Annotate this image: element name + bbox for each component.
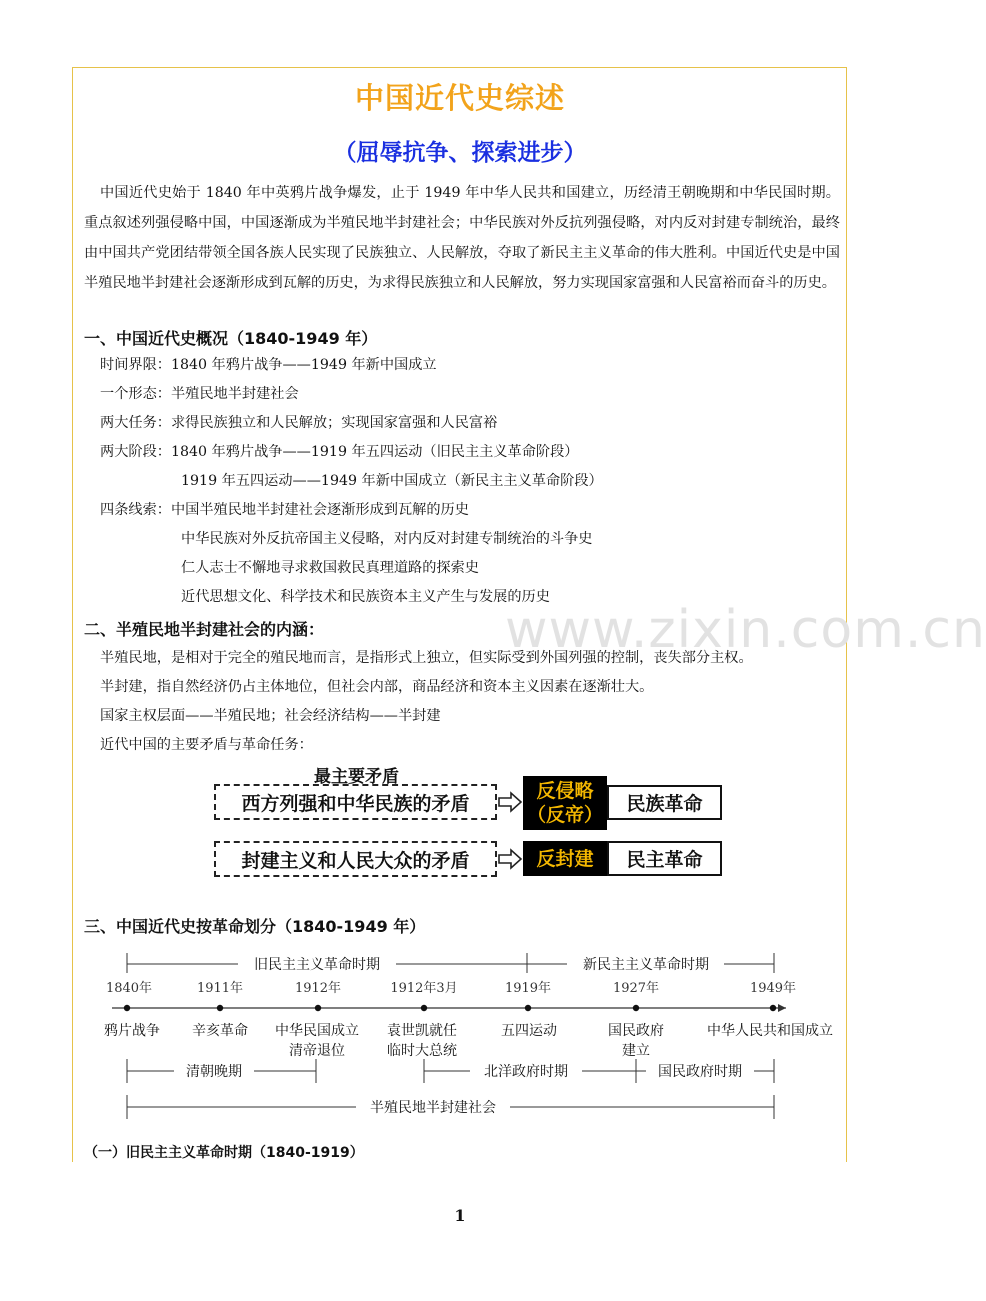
revolution-box-1: 民族革命 <box>607 785 722 820</box>
era-label: 清朝晚期 <box>186 1064 242 1080</box>
year-label: 1912年3月 <box>390 981 458 996</box>
task-label: 反封建 <box>536 847 594 870</box>
task-label-sub: （反帝） <box>526 804 603 826</box>
event-label: 临时大总统 <box>387 1043 457 1059</box>
year-label: 1949年 <box>749 981 797 996</box>
contradiction-box-1: 西方列强和中华民族的矛盾 <box>214 784 497 820</box>
overview-line: 近代思想文化、科学技术和民族资本主义产生与发展的历史 <box>181 589 550 605</box>
revolution-timeline <box>0 945 920 1130</box>
period-new-label: 新民主主义革命时期 <box>583 957 709 973</box>
page-title: 中国近代史综述 <box>354 81 565 115</box>
event-label: 五四运动 <box>501 1023 557 1039</box>
era-label: 半殖民地半封建社会 <box>370 1100 496 1116</box>
section-2-heading: 二、半殖民地半封建社会的内涵： <box>84 620 325 639</box>
event-label: 袁世凯就任 <box>387 1023 457 1039</box>
overview-line: 两大任务：求得民族独立和人民解放；实现国家富强和人民富裕 <box>100 415 498 431</box>
event-label: 辛亥革命 <box>192 1023 248 1039</box>
period-old-label: 旧民主主义革命时期 <box>254 957 380 973</box>
definition-line: 半封建，指自然经济仍占主体地位，但社会内部，商品经济和资本主义因素在逐渐壮大。 <box>100 679 654 695</box>
page-subtitle: （屈辱抗争、探索进步） <box>333 140 587 166</box>
task-box-anti-feudal <box>523 841 607 876</box>
definition-line: 半殖民地，是相对于完全的殖民地而言，是指形式上独立，但实际受到外国列强的控制，丧失部分主权。 <box>100 650 753 666</box>
intro-paragraph: 中国近代史始于 1840 年中英鸦片战争爆发，止于 1949 年中华人民共和国建立，历经清王朝晚期和中华民国时期。重点叙述列强侵略中国，中国逐渐成为半殖民地半封建社会；中华民族对外反抗列强侵略，对内反对封建专制统治，最终由中国共产党团结带领全国各族人民实现了民族独立、人民解放，夺取了新民主主义革命的伟大胜利。中国近代史是中国半殖民地半封建社会逐渐形成到瓦解的历史，为求得民族独立和人民解放，努力实现国家富强和人民富裕而奋斗的历史。 <box>84 185 840 291</box>
task-box-anti-invasion <box>523 776 607 830</box>
arrow-right-icon <box>497 792 523 812</box>
event-label: 清帝退位 <box>289 1043 345 1059</box>
event-label: 中华民国成立 <box>275 1023 359 1039</box>
overview-line: 四条线索：中国半殖民地半封建社会逐渐形成到瓦解的历史 <box>100 502 469 518</box>
overview-line: 一个形态：半殖民地半封建社会 <box>100 386 299 402</box>
overview-line: 中华民族对外反抗帝国主义侵略，对内反对封建专制统治的斗争史 <box>181 531 593 547</box>
revolution-box-2: 民主革命 <box>607 841 722 876</box>
event-label: 鸦片战争 <box>104 1023 160 1039</box>
contradiction-box-2: 封建主义和人民大众的矛盾 <box>214 841 497 877</box>
year-label: 1919年 <box>504 981 552 996</box>
section-3-heading: 三、中国近代史按革命划分（1840-1949 年） <box>84 917 426 936</box>
era-label: 国民政府时期 <box>658 1064 742 1080</box>
definition-line: 近代中国的主要矛盾与革命任务： <box>100 737 313 753</box>
watermark: www.zixin.com.cn <box>505 600 986 660</box>
task-label: 反侵略 <box>536 780 594 802</box>
year-label: 1927年 <box>612 981 660 996</box>
year-label: 1840年 <box>105 981 153 996</box>
page-number: 1 <box>454 1206 466 1225</box>
year-label: 1911年 <box>196 981 244 996</box>
overview-line: 时间界限：1840 年鸦片战争——1949 年新中国成立 <box>100 357 437 373</box>
event-label: 中华人民共和国成立 <box>707 1023 833 1039</box>
section-1-heading: 一、中国近代史概况（1840-1949 年） <box>84 329 378 348</box>
era-label: 北洋政府时期 <box>484 1064 568 1080</box>
event-label: 国民政府 <box>608 1023 664 1039</box>
event-label: 建立 <box>622 1043 650 1059</box>
overview-line: 1919 年五四运动——1949 年新中国成立（新民主主义革命阶段） <box>181 473 603 489</box>
subsection-heading: （一）旧民主主义革命时期（1840-1919） <box>84 1145 364 1161</box>
diagram-label: 最主要矛盾 <box>314 767 399 787</box>
overview-line: 仁人志士不懈地寻求救国救民真理道路的探索史 <box>181 560 479 576</box>
arrow-right-icon <box>497 849 523 869</box>
definition-line: 国家主权层面——半殖民地；社会经济结构——半封建 <box>100 708 441 724</box>
year-label: 1912年 <box>294 981 342 996</box>
overview-line: 两大阶段：1840 年鸦片战争——1919 年五四运动（旧民主主义革命阶段） <box>100 444 579 460</box>
